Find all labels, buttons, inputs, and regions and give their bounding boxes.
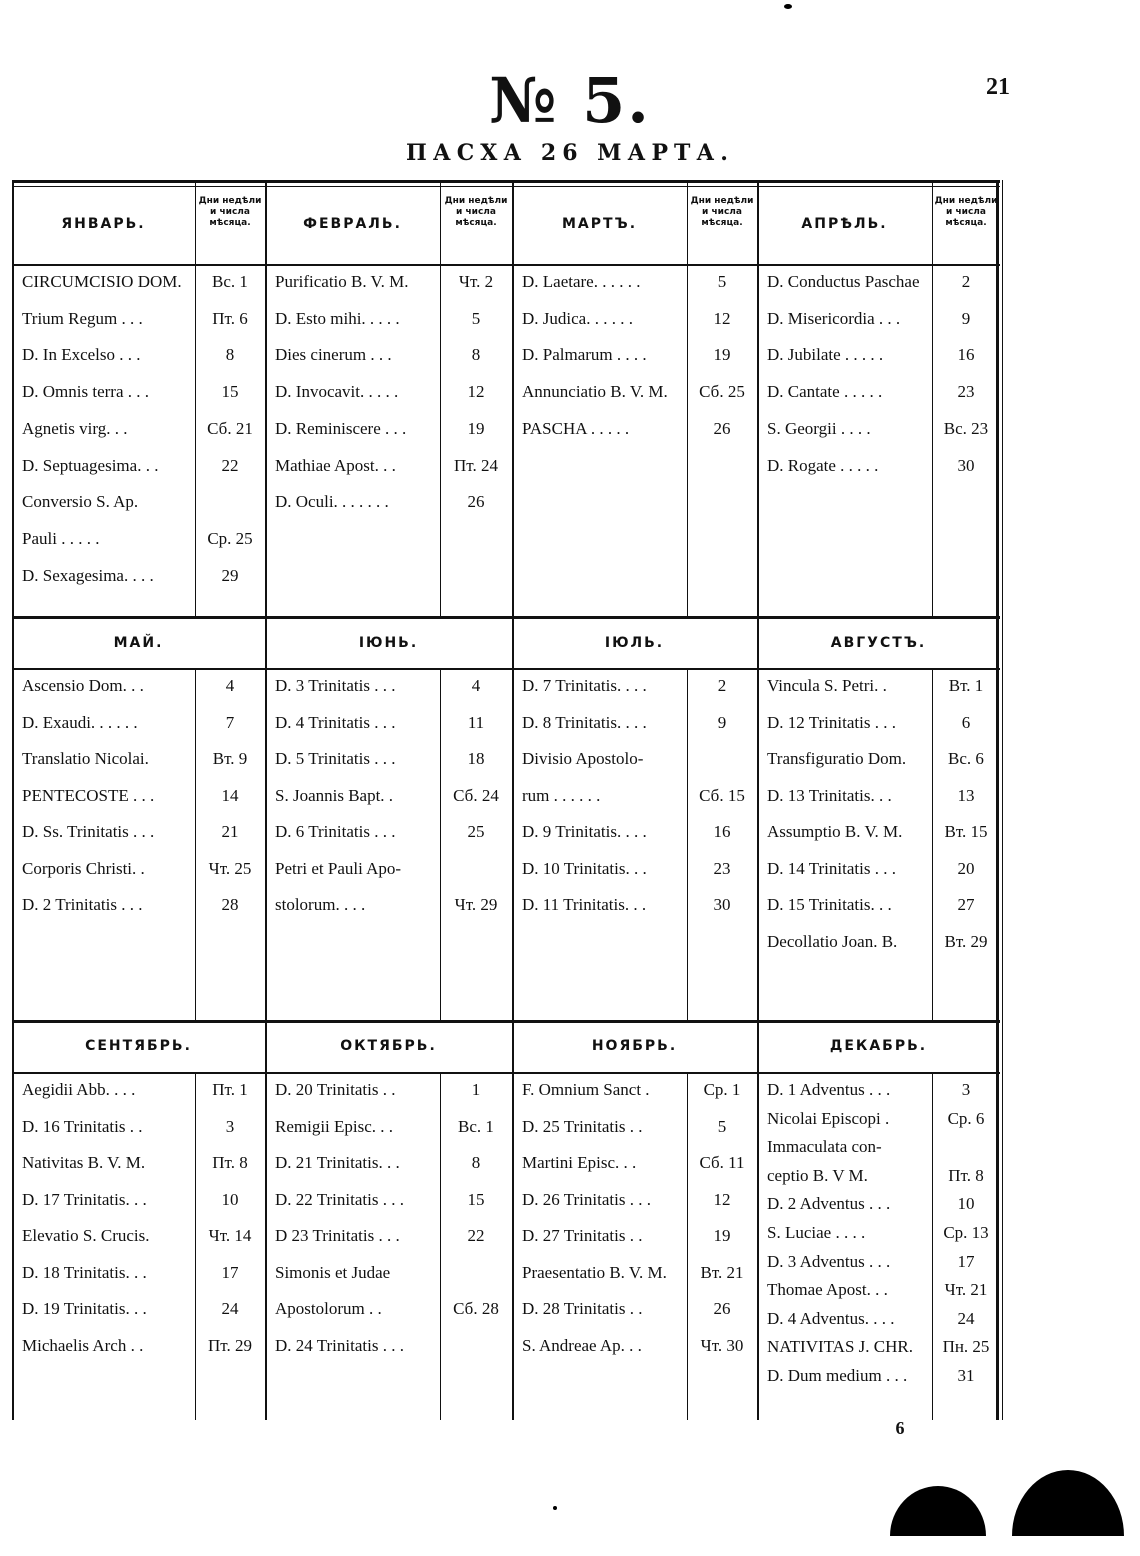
feast-name: Elevatio S. Crucis. (22, 1226, 150, 1245)
feast-day: 28 (221, 895, 239, 914)
month-name: СЕНТЯБРЬ. (85, 1038, 192, 1054)
header-rule (12, 264, 1000, 266)
month-column-rule (757, 180, 759, 616)
feast-day: 5 (717, 272, 727, 291)
feast-day: Чт. 30 (700, 1335, 744, 1355)
day-column-rule (195, 668, 196, 1020)
feast-day: 5 (471, 308, 481, 328)
month-column-rule (512, 616, 514, 1020)
feast-day: 8 (471, 1153, 481, 1172)
feast-name: PENTECOSTE . . . (22, 785, 155, 805)
month-name: МАЙ. (113, 635, 164, 651)
feast-name: Divisio Apostolo- (522, 749, 644, 768)
feast-day: 23 (713, 858, 731, 878)
day-column-rule (195, 180, 196, 616)
feast-day: Ср. 6 (947, 1108, 985, 1128)
feast-day: 22 (467, 1226, 485, 1245)
feast-name: D 23 Trinitatis . . . (275, 1226, 400, 1245)
month-name: АПРѢЛЬ. (801, 216, 888, 232)
feast-day: Сб. 25 (699, 382, 745, 402)
feast-day: 16 (957, 345, 975, 365)
feast-day: 26 (713, 1299, 731, 1318)
feast-day: 4 (225, 676, 235, 695)
month-column-rule (265, 180, 267, 616)
feast-day: 13 (957, 785, 975, 805)
feast-name: D. 3 Adventus . . . (767, 1251, 891, 1271)
feast-name: Praesentatio B. V. M. (522, 1262, 667, 1282)
feast-name: D. Septuagesima. . . (22, 455, 159, 475)
feast-name: Corporis Christi. . (22, 858, 145, 878)
feast-day: 26 (713, 418, 731, 438)
feast-name: D. 8 Trinitatis. . . . (522, 712, 647, 732)
feast-name: D. 6 Trinitatis . . . (275, 822, 396, 841)
feast-day: 26 (467, 492, 485, 512)
feast-name: Decollatio Joan. B. (767, 931, 898, 951)
feast-day: Пт. 8 (212, 1153, 248, 1172)
month-name: ІЮЛЬ. (604, 635, 665, 651)
feast-name: D. Exaudi. . . . . . (22, 712, 138, 732)
feast-day: Чт. 2 (458, 272, 494, 291)
block-separator-rule (12, 1020, 1000, 1023)
feast-name: S. Georgii . . . . (767, 418, 871, 438)
feast-name: Aegidii Abb. . . . (22, 1080, 136, 1099)
days-column-header: Дни недѣли и числа мѣсяца. (690, 196, 754, 228)
feast-name: D. 14 Trinitatis . . . (767, 858, 896, 878)
feast-name: Pauli . . . . . (22, 528, 100, 548)
feast-name: Simonis et Judae (275, 1262, 391, 1282)
day-column-rule (440, 180, 441, 616)
feast-name: D. 13 Trinitatis. . . (767, 785, 892, 805)
feast-day: 25 (467, 822, 485, 841)
feast-name: Dies cinerum . . . (275, 345, 392, 365)
feast-day: 19 (713, 1226, 731, 1245)
feast-name: Trium Regum . . . (22, 308, 143, 328)
feast-day: 8 (471, 345, 481, 365)
feast-day: Вс. 23 (943, 418, 989, 438)
feast-day: 17 (221, 1262, 239, 1282)
month-name: ОКТЯБРЬ. (340, 1038, 437, 1054)
month-name: ДЕКАБРЬ. (829, 1038, 928, 1054)
feast-name: Vincula S. Petri. . (767, 676, 887, 695)
day-column-rule (440, 668, 441, 1020)
month-column-rule (757, 616, 759, 1020)
feast-name: Assumptio B. V. M. (767, 822, 903, 841)
feast-name: Conversio S. Ap. (22, 492, 139, 512)
feast-day: 21 (221, 822, 239, 841)
feast-name: Ascensio Dom. . . (22, 676, 144, 695)
feast-day: Вт. 1 (948, 676, 984, 695)
feast-day: 17 (957, 1251, 975, 1271)
month-name: НОЯБРЬ. (591, 1038, 678, 1054)
feast-day: 14 (221, 785, 239, 805)
feast-name: D. Judica. . . . . . (522, 308, 633, 328)
feast-name: D. Esto mihi. . . . . (275, 308, 400, 328)
feast-day: 9 (961, 308, 971, 328)
header-rule (12, 1072, 1000, 1074)
feast-day: 22 (221, 455, 239, 475)
feast-day: Сб. 21 (207, 418, 253, 438)
feast-name: D. 27 Trinitatis . . (522, 1226, 643, 1245)
feast-day: 2 (717, 676, 727, 695)
feast-day: 24 (957, 1308, 975, 1328)
feast-day: Сб. 28 (453, 1299, 499, 1318)
feast-name: D. 2 Trinitatis . . . (22, 895, 143, 914)
feast-day: 29 (221, 565, 239, 585)
day-column-rule (195, 1072, 196, 1420)
feast-name: S. Luciae . . . . (767, 1223, 866, 1242)
feast-name: D. In Excelso . . . (22, 345, 141, 365)
feast-name: rum . . . . . . (522, 785, 601, 805)
day-column-rule (687, 668, 688, 1020)
feast-name: PASCHA . . . . . (522, 418, 630, 438)
day-column-rule (687, 180, 688, 616)
feast-day: 31 (957, 1366, 975, 1385)
feast-day: 27 (957, 895, 975, 914)
feast-name: D. 12 Trinitatis . . . (767, 712, 896, 732)
feast-name: D. 15 Trinitatis. . . (767, 895, 892, 914)
feast-name: D. 2 Adventus . . . (767, 1194, 891, 1214)
feast-day: 16 (713, 822, 731, 841)
feast-name: D. Palmarum . . . . (522, 345, 647, 365)
feast-name: D. 11 Trinitatis. . . (522, 895, 647, 914)
feast-name: D. Reminiscere . . . (275, 418, 407, 438)
feast-name: Agnetis virg. . . (22, 418, 128, 438)
feast-name: D. Invocavit. . . . . (275, 382, 399, 402)
ink-speck-bottom (553, 1506, 557, 1510)
feast-name: S. Joannis Bapt. . (275, 785, 394, 805)
table-top-rule (12, 180, 1000, 183)
feast-day: Вт. 21 (700, 1262, 744, 1282)
feast-name: D. 4 Adventus. . . . (767, 1308, 895, 1328)
feast-day: 8 (225, 345, 235, 365)
feast-name: D. 7 Trinitatis. . . . (522, 676, 647, 695)
feast-name: D. 17 Trinitatis. . . (22, 1189, 147, 1209)
feast-day: Пт. 8 (948, 1165, 984, 1185)
feast-name: D. 20 Trinitatis . . (275, 1080, 396, 1099)
day-column-rule (687, 1072, 688, 1420)
month-name: ФЕВРАЛЬ. (303, 216, 402, 232)
feast-name: Immaculata con- (767, 1137, 882, 1157)
feast-name: D. 19 Trinitatis. . . (22, 1299, 147, 1318)
feast-name: Michaelis Arch . . (22, 1335, 144, 1355)
feast-name: D. 22 Trinitatis . . . (275, 1189, 404, 1209)
month-column-rule (512, 180, 514, 616)
feast-name: CIRCUMCISIO DOM. (22, 272, 182, 291)
feast-name: stolorum. . . . (275, 895, 366, 914)
feast-day: 5 (717, 1116, 727, 1136)
feast-name: D. 1 Adventus . . . (767, 1080, 891, 1099)
feast-name: Purificatio B. V. M. (275, 272, 409, 291)
feast-name: D. Rogate . . . . . (767, 455, 879, 475)
feast-day: 19 (713, 345, 731, 365)
feast-day: Сб. 11 (699, 1153, 745, 1172)
feast-name: D. 9 Trinitatis. . . . (522, 822, 647, 841)
feast-day: Сб. 24 (453, 785, 499, 805)
feast-day: 12 (467, 382, 485, 402)
days-column-header: Дни недѣли и числа мѣсяца. (934, 196, 998, 228)
feast-day: Пт. 29 (208, 1335, 252, 1355)
feast-name: D. 24 Trinitatis . . . (275, 1335, 404, 1355)
feast-day: 3 (961, 1080, 971, 1099)
feast-name: F. Omnium Sanct . (522, 1080, 650, 1099)
feast-day: Сб. 15 (699, 785, 745, 805)
month-column-rule (265, 1020, 267, 1420)
feast-day: 30 (957, 455, 975, 475)
ink-speck-top (784, 4, 792, 9)
day-column-rule (932, 1072, 933, 1420)
feast-name: Translatio Nicolai. (22, 749, 149, 768)
feast-name: Martini Episc. . . (522, 1153, 637, 1172)
feast-day: Чт. 21 (944, 1280, 988, 1300)
block-separator-rule (12, 616, 1000, 619)
header-rule (12, 668, 1000, 670)
feast-day: 3 (225, 1116, 235, 1136)
feast-name: D. 25 Trinitatis . . (522, 1116, 643, 1136)
feast-name: D. Laetare. . . . . . (522, 272, 641, 291)
feast-day: 10 (957, 1194, 975, 1214)
sheet-number: 6 (895, 1418, 905, 1438)
feast-day: 2 (961, 272, 971, 291)
feast-day: 9 (717, 712, 727, 732)
feast-day: Ср. 13 (943, 1223, 989, 1242)
feast-day: 24 (221, 1299, 239, 1318)
month-column-rule (757, 1020, 759, 1420)
month-name: МАРТЪ. (561, 216, 638, 232)
feast-day: Пт. 24 (454, 455, 498, 475)
feast-day: Чт. 25 (208, 858, 252, 878)
feast-day: 15 (467, 1189, 485, 1209)
feast-name: D. 3 Trinitatis . . . (275, 676, 396, 695)
feast-day: Вс. 1 (212, 272, 248, 291)
feast-name: D. 28 Trinitatis . . (522, 1299, 643, 1318)
month-column-rule (512, 1020, 514, 1420)
feast-day: 7 (225, 712, 235, 732)
feast-name: Apostolorum . . (275, 1299, 382, 1318)
feast-day: Пн. 25 (942, 1337, 990, 1357)
feast-name: D. Misericordia . . . (767, 308, 901, 328)
feast-name: D. Oculi. . . . . . . (275, 492, 389, 512)
feast-day: Ср. 1 (703, 1080, 741, 1099)
feast-day: Ср. 25 (207, 528, 253, 548)
feast-name: S. Andreae Ap. . . (522, 1335, 642, 1355)
feast-name: Thomae Apost. . . (767, 1280, 888, 1300)
feast-name: D. Ss. Trinitatis . . . (22, 822, 155, 841)
feast-day: Вс. 1 (458, 1116, 494, 1136)
feast-day: Чт. 14 (208, 1226, 252, 1245)
feast-day: Вт. 15 (944, 822, 988, 841)
days-column-header: Дни недѣли и числа мѣсяца. (444, 196, 508, 228)
feast-day: Вт. 29 (944, 931, 988, 951)
table-right-border-outer (1002, 180, 1003, 1420)
feast-day: Вс. 6 (948, 749, 984, 768)
feast-name: Petri et Pauli Apo- (275, 858, 402, 878)
feast-day: 20 (957, 858, 975, 878)
day-column-rule (932, 668, 933, 1020)
feast-day: 12 (713, 1189, 731, 1209)
easter-date-subtitle: ПАСХА 26 МАРТА. (406, 140, 734, 166)
page-number: 21 (986, 74, 1010, 100)
feast-day: Пт. 6 (212, 308, 248, 328)
feast-day: 19 (467, 418, 485, 438)
feast-name: Transfiguratio Dom. (767, 749, 907, 768)
feast-name: D. Omnis terra . . . (22, 382, 150, 402)
table-top-rule-thin (12, 186, 1000, 187)
feast-day: Вт. 9 (212, 749, 248, 768)
feast-day: 23 (957, 382, 975, 402)
feast-name: D. Dum medium . . . (767, 1366, 908, 1385)
feast-day: 4 (471, 676, 481, 695)
feast-day: 1 (471, 1080, 481, 1099)
feast-day: 11 (467, 712, 485, 732)
feast-name: D. 10 Trinitatis. . . (522, 858, 647, 878)
feast-name: D. 5 Trinitatis . . . (275, 749, 396, 768)
day-column-rule (440, 1072, 441, 1420)
feast-day: Чт. 29 (454, 895, 498, 914)
day-column-rule (932, 180, 933, 616)
feast-name: Nicolai Episcopi . (767, 1108, 890, 1128)
feast-name: D. 26 Trinitatis . . . (522, 1189, 651, 1209)
table-number: № 5. (489, 64, 651, 137)
feast-name: D. 4 Trinitatis . . . (275, 712, 396, 732)
feast-name: Remigii Episc. . . (275, 1116, 394, 1136)
month-column-rule (265, 616, 267, 1020)
feast-name: D. 21 Trinitatis. . . (275, 1153, 400, 1172)
feast-name: D. Sexagesima. . . . (22, 565, 154, 585)
table-left-border (12, 180, 14, 1420)
feast-name: Mathiae Apost. . . (275, 455, 396, 475)
feast-name: Nativitas B. V. M. (22, 1153, 146, 1172)
feast-day: Пт. 1 (212, 1080, 248, 1099)
month-name: ІЮНЬ. (358, 635, 419, 651)
feast-day: 30 (713, 895, 731, 914)
feast-name: ceptio B. V M. (767, 1165, 868, 1185)
feast-day: 10 (221, 1189, 239, 1209)
feast-name: Annunciatio B. V. M. (522, 382, 668, 402)
feast-name: D. 16 Trinitatis . . (22, 1116, 143, 1136)
feast-name: D. Conductus Paschae (767, 272, 920, 291)
feast-name: D. Jubilate . . . . . (767, 345, 884, 365)
feast-day: 18 (467, 749, 485, 768)
month-name: ЯНВАРЬ. (61, 216, 146, 232)
feast-day: 15 (221, 382, 239, 402)
feast-day: 6 (961, 712, 971, 732)
feast-name: D. 18 Trinitatis. . . (22, 1262, 147, 1282)
feast-name: NATIVITAS J. CHR. (767, 1337, 913, 1357)
month-name: АВГУСТЪ. (830, 635, 927, 651)
days-column-header: Дни недѣли и числа мѣсяца. (198, 196, 262, 228)
feast-name: D. Cantate . . . . . (767, 382, 883, 402)
feast-day: 12 (713, 308, 731, 328)
